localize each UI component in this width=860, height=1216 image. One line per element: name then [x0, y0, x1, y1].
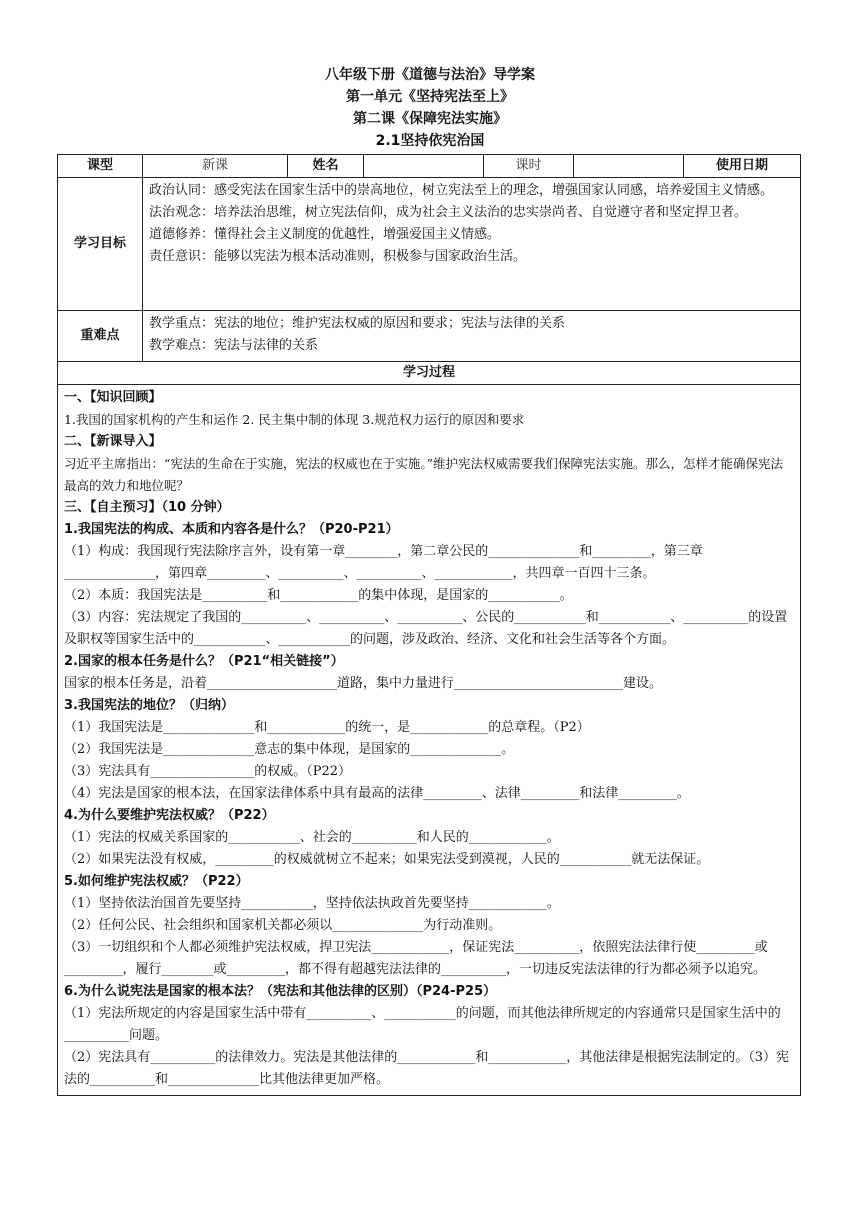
period-field[interactable]: [574, 155, 684, 178]
answer-line[interactable]: （1）宪法所规定的内容是国家生活中带有__________、___________的问题，而其他法律所规定的内容通常只是国家生活中的__________问题。: [64, 1006, 781, 1043]
doc-title: 八年级下册《道德与法治》导学案: [325, 67, 535, 83]
lesson-title: 第二课《保障宪法实施》: [353, 111, 507, 127]
answer-line[interactable]: （2）宪法具有__________的法律效力。宪法是其他法律的____________和____________，其他法律是根据宪法制定的。（3）宪法的__________和______________比其他法律更加严格。: [64, 1050, 790, 1087]
intro-heading: 二、【新课导入】: [64, 434, 162, 449]
process-content: [58, 385, 801, 1096]
difficult-point: 教学难点：宪法与法律的关系: [149, 338, 319, 353]
question-6: 6.为什么说宪法是国家的根本法？（宪法和其他法律的区别）（P24-P25）: [64, 984, 497, 999]
difficulties-row: [58, 311, 801, 362]
preview-heading: 三、【自主预习】（10 分钟）: [64, 500, 230, 515]
question-5: 5.如何维护宪法权威？（P22）: [64, 874, 249, 889]
answer-line[interactable]: （1）构成：我国现行宪法除序言外，设有第一章________，第二章公民的______________和_________，第三章______________，第四章_________、__________、__________、____________，共四章一百四十三条。: [64, 544, 703, 581]
answer-line[interactable]: （3）一切组织和个人都必须维护宪法权威，捍卫宪法____________，保证宪法__________，依照宪法法律行使_________或_________，履行________或_________，都不得有超越宪法法律的__________，一切违反宪法法律的行为都必须予以追究。: [64, 940, 768, 977]
answer-line[interactable]: （2）我国宪法是______________意志的集中体现，是国家的______________。: [64, 742, 515, 757]
section-title: 2.1坚持依宪治国: [375, 133, 485, 149]
answer-line[interactable]: （2）如果宪法没有权威，_________的权威就树立不起来；如果宪法受到漠视，人民的___________就无法保证。: [64, 852, 710, 867]
objectives-row: [58, 178, 801, 311]
process-title: 学习过程: [58, 362, 801, 385]
answer-line[interactable]: （1）宪法的权威关系国家的___________、社会的__________和人民的____________。: [64, 830, 560, 845]
review-text: 1.我国的国家机构的产生和运作 2. 民主集中制的体现 3.规范权力运行的原因和要求: [64, 412, 525, 427]
study-guide-table: [57, 154, 801, 1096]
question-1: 1.我国宪法的构成、本质和内容各是什么？（P20-P21）: [64, 522, 399, 537]
question-3: 3.我国宪法的地位？（归纳）: [64, 698, 234, 713]
objectives-label: 学习目标: [58, 178, 143, 311]
date-label: 使用日期: [684, 155, 801, 178]
header-row: [58, 155, 801, 178]
document-titles: [0, 64, 860, 152]
name-field[interactable]: [364, 155, 484, 178]
key-point: 教学重点：宪法的地位；维护宪法权威的原因和要求；宪法与法律的关系: [149, 316, 566, 331]
period-label: 课时: [484, 155, 574, 178]
answer-line[interactable]: （4）宪法是国家的根本法，在国家法律体系中具有最高的法律_________、法律_________和法律_________。: [64, 786, 690, 801]
question-4: 4.为什么要维护宪法权威？（P22）: [64, 808, 275, 823]
objective-moral: 道德修养：懂得社会主义制度的优越性，增强爱国主义情感。: [149, 227, 501, 242]
answer-line[interactable]: （3）宪法具有________________的权威。（P22）: [64, 764, 352, 779]
answer-line[interactable]: 国家的根本任务是，沿着____________________道路，集中力量进行__________________________建设。: [64, 676, 663, 691]
intro-text: 习近平主席指出：“宪法的生命在于实施，宪法的权威也在于实施。”维护宪法权威需要我们保障宪法实施。那么，怎样才能确保宪法最高的效力和地位呢？: [64, 456, 784, 493]
answer-line[interactable]: （3）内容：宪法规定了我国的__________、__________、__________、公民的___________和___________、__________的设置及职权等国家生活中的___________、___________的问题，涉及政治、经济、文化和社会生活等各个方面。: [64, 610, 788, 647]
answer-line[interactable]: （1）我国宪法是______________和____________的统一，是____________的总章程。（P2）: [64, 720, 590, 735]
name-label: 姓名: [288, 155, 364, 178]
answer-line[interactable]: （2）本质：我国宪法是__________和____________的集中体现，是国家的___________。: [64, 588, 573, 603]
question-2: 2.国家的根本任务是什么？（P21“相关链接”）: [64, 654, 344, 669]
difficulties-label: 重难点: [58, 311, 143, 362]
process-body-row: [58, 385, 801, 1096]
process-title-row: [58, 362, 801, 385]
difficulties-content: [143, 311, 801, 362]
review-heading: 一、【知识回顾】: [64, 390, 162, 405]
course-type-label: 课型: [58, 155, 143, 178]
answer-line[interactable]: （1）坚持依法治国首先要坚持___________，坚持依法执政首先要坚持____________。: [64, 896, 560, 911]
objective-political: 政治认同：感受宪法在国家生活中的崇高地位，树立宪法至上的理念，增强国家认同感，培养爱国主义情感。: [149, 183, 774, 198]
course-type-value: 新课: [143, 155, 288, 178]
objective-legal: 法治观念：培养法治思维，树立宪法信仰，成为社会主义法治的忠实崇尚者、自觉遵守者和坚定捍卫者。: [149, 205, 748, 220]
answer-line[interactable]: （2）任何公民、社会组织和国家机关都必须以______________为行动准则。: [64, 918, 502, 933]
unit-title: 第一单元《坚持宪法至上》: [346, 89, 514, 105]
objective-responsibility: 责任意识：能够以宪法为根本活动准则，积极参与国家政治生活。: [149, 249, 527, 264]
objectives-content: [143, 178, 801, 311]
